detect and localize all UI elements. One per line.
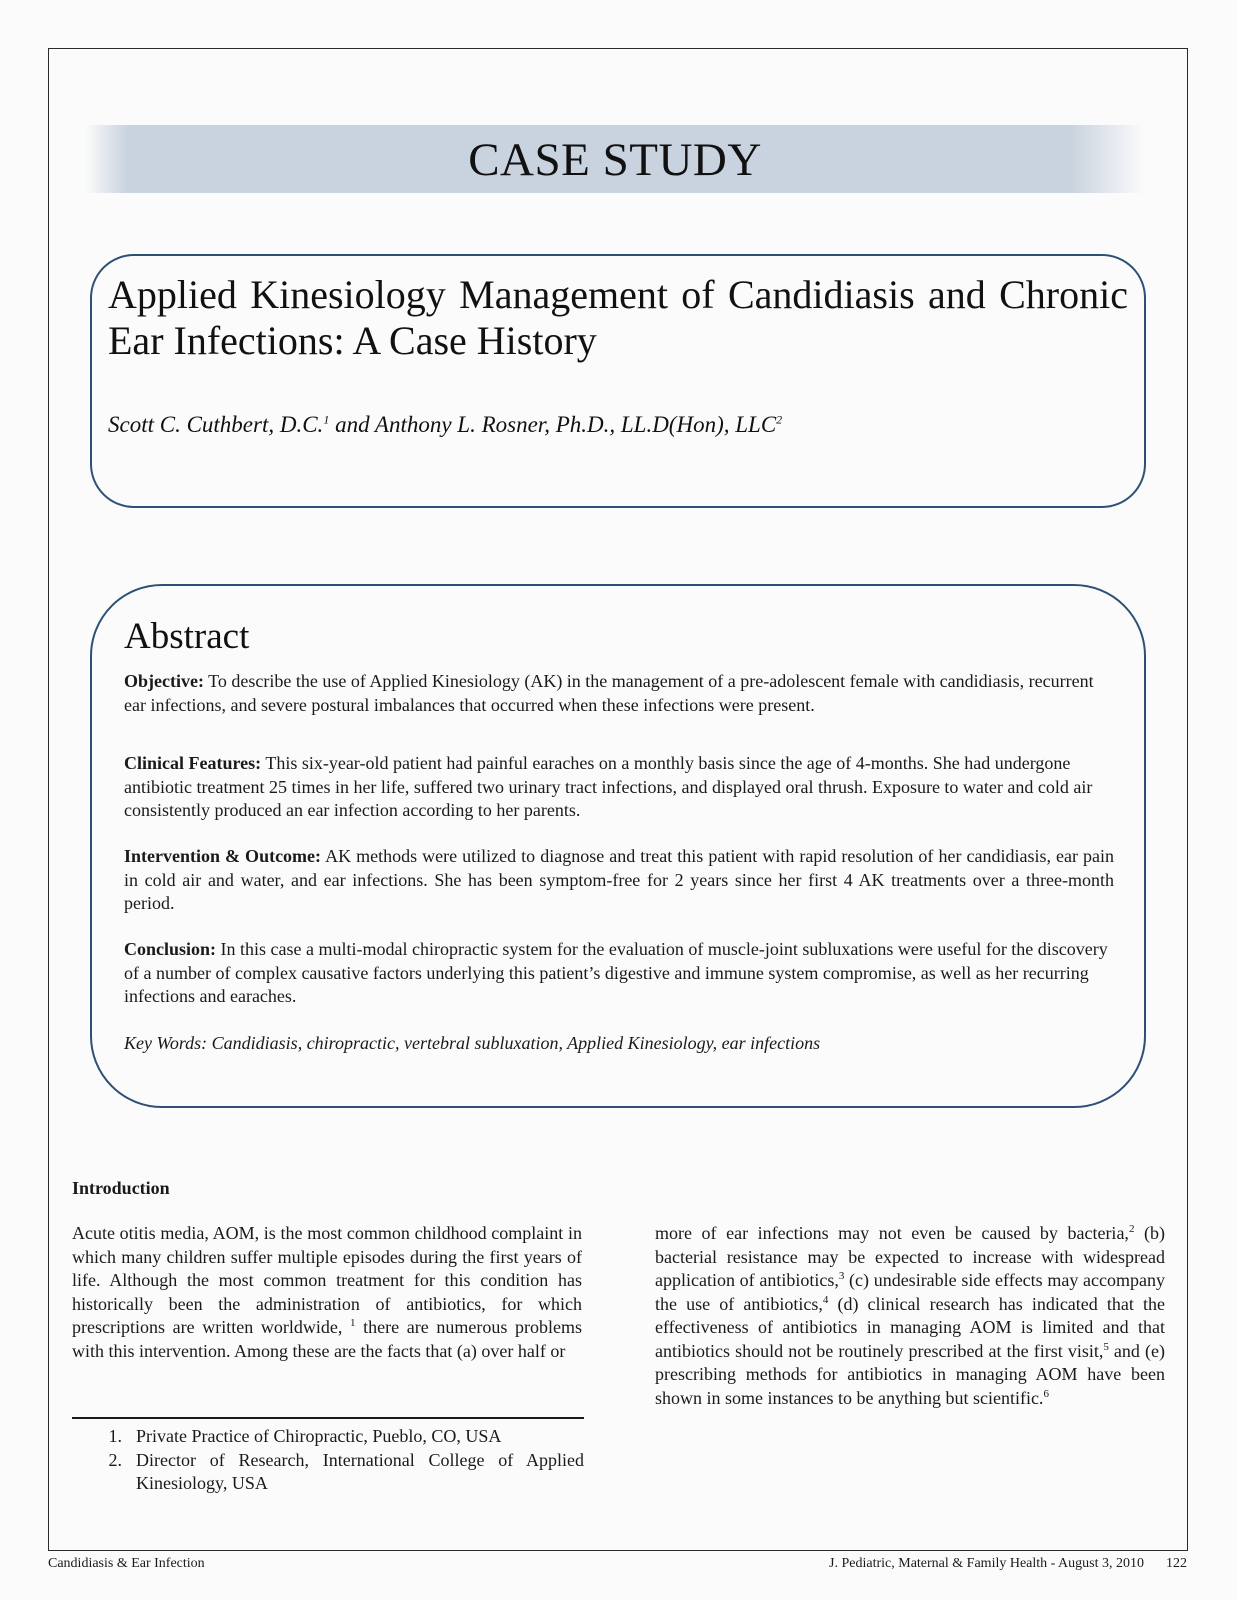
footnote-item: [72, 1425, 584, 1449]
intervention-label: Intervention & Outcome:: [124, 846, 322, 866]
author-1-affiliation-mark: 1: [323, 412, 330, 427]
citation-4: 4: [822, 1293, 829, 1306]
abstract-keywords: [124, 1032, 1114, 1056]
abstract-intervention: [124, 845, 1114, 916]
introduction-heading: Introduction: [72, 1178, 170, 1198]
intro-left-text-a: Acute otitis media, AOM, is the most common childhood complaint in which many children suffer multiple episodes during the first years of life. Although the most common treatment for this condition has historically been the administration of antibiotics, for which prescriptions are written worldwide,: [72, 1223, 582, 1337]
citation-2: 2: [1128, 1223, 1135, 1235]
article-title: Applied Kinesiology Management of Candidiasis and Chronic Ear Infections: A Case History: [108, 272, 1128, 363]
authors-line: [108, 412, 782, 438]
footer-journal-info: [829, 1556, 1187, 1572]
intro-right-text-d: (d) clinical research has indicated that the effectiveness of antibiotics in managing AOM is limited and that antibiotics should not be routinely prescribed at the first visit,: [655, 1293, 1166, 1361]
intro-right-text-b: (b) bacterial resistance may be expected to increase with widespread application of antibiotics,: [655, 1223, 1165, 1290]
keywords-label: Key Words:: [124, 1033, 208, 1053]
footnote-item: [72, 1449, 584, 1496]
footnote-rule: [72, 1417, 584, 1419]
abstract-conclusion: [124, 938, 1114, 1009]
clinical-features-text: This six-year-old patient had painful earaches on a monthly basis since the age of 4-months. She had undergone antibiotic treatment 25 times in her life, suffered two urinary tract infections, and displayed oral thrush. Exposure to water and cold air consistently produced an ear infection according to her parents.: [124, 753, 1093, 820]
footer-running-title: Candidiasis & Ear Infection: [48, 1556, 205, 1571]
conclusion-text: In this case a multi-modal chiropractic system for the evaluation of muscle-joint subluxations were useful for the discovery of a number of complex causative factors underlying this patient’s digestive and immune system compromise, as well as her recurring infections and earaches.: [124, 939, 1108, 1006]
objective-label: Objective:: [124, 671, 204, 691]
abstract-objective: [124, 670, 1114, 717]
citation-3: 3: [838, 1270, 845, 1282]
intervention-text: AK methods were utilized to diagnose and treat this patient with rapid resolution of her candidiasis, ear pain in cold air and water, and ear infections. She has been symptom-free for 2 years since her first 4 AK treatments over a three-month period.: [124, 846, 1114, 913]
footnotes: [72, 1425, 584, 1496]
author-2: Anthony L. Rosner, Ph.D., LL.D(Hon), LLC: [374, 412, 777, 437]
abstract-clinical-features: [124, 752, 1114, 823]
intro-right-text-e: and (e) prescribing methods for antibiotics in managing AOM have been shown in some instances to be anything but scientific.: [655, 1340, 1165, 1408]
case-study-banner: [85, 125, 1145, 193]
author-connector: and: [329, 412, 375, 437]
introduction-column-left: [72, 1222, 582, 1363]
introduction-column-right: [655, 1222, 1165, 1410]
banner-title: CASE STUDY: [468, 134, 762, 186]
conclusion-label: Conclusion:: [124, 939, 217, 959]
intro-right-text-c: (c) undesirable side effects may accompany the use of antibiotics,: [655, 1270, 1165, 1314]
clinical-features-label: Clinical Features:: [124, 753, 262, 773]
abstract-heading: Abstract: [124, 616, 250, 657]
footnote-number: 2.: [108, 1449, 122, 1470]
page-number: 122: [1166, 1556, 1187, 1571]
footnote-number: 1.: [108, 1426, 122, 1446]
intro-right-text-a: more of ear infections may not even be caused by bacteria,: [655, 1223, 1129, 1243]
keywords-text: Candidiasis, chiropractic, vertebral subluxation, Applied Kinesiology, ear infections: [207, 1033, 821, 1053]
citation-5: 5: [1103, 1340, 1109, 1353]
footnote-text: Private Practice of Chiropractic, Pueblo, CO, USA: [136, 1426, 502, 1446]
author-1: Scott C. Cuthbert, D.C.: [108, 412, 324, 437]
footer-journal: J. Pediatric, Maternal & Family Health - August 3, 2010: [829, 1556, 1144, 1571]
footnote-text: Director of Research, International College of Applied Kinesiology, USA: [136, 1449, 584, 1493]
citation-1: 1: [350, 1317, 356, 1329]
intro-left-text-b: there are numerous problems with this intervention. Among these are the facts that (a) over half or: [72, 1317, 582, 1361]
objective-text: To describe the use of Applied Kinesiology (AK) in the management of a pre-adolescent female with candidiasis, recurrent ear infections, and severe postural imbalances that occurred when these infections were present.: [124, 671, 1094, 715]
author-2-affiliation-mark: 2: [776, 412, 783, 427]
citation-6: 6: [1043, 1387, 1049, 1400]
